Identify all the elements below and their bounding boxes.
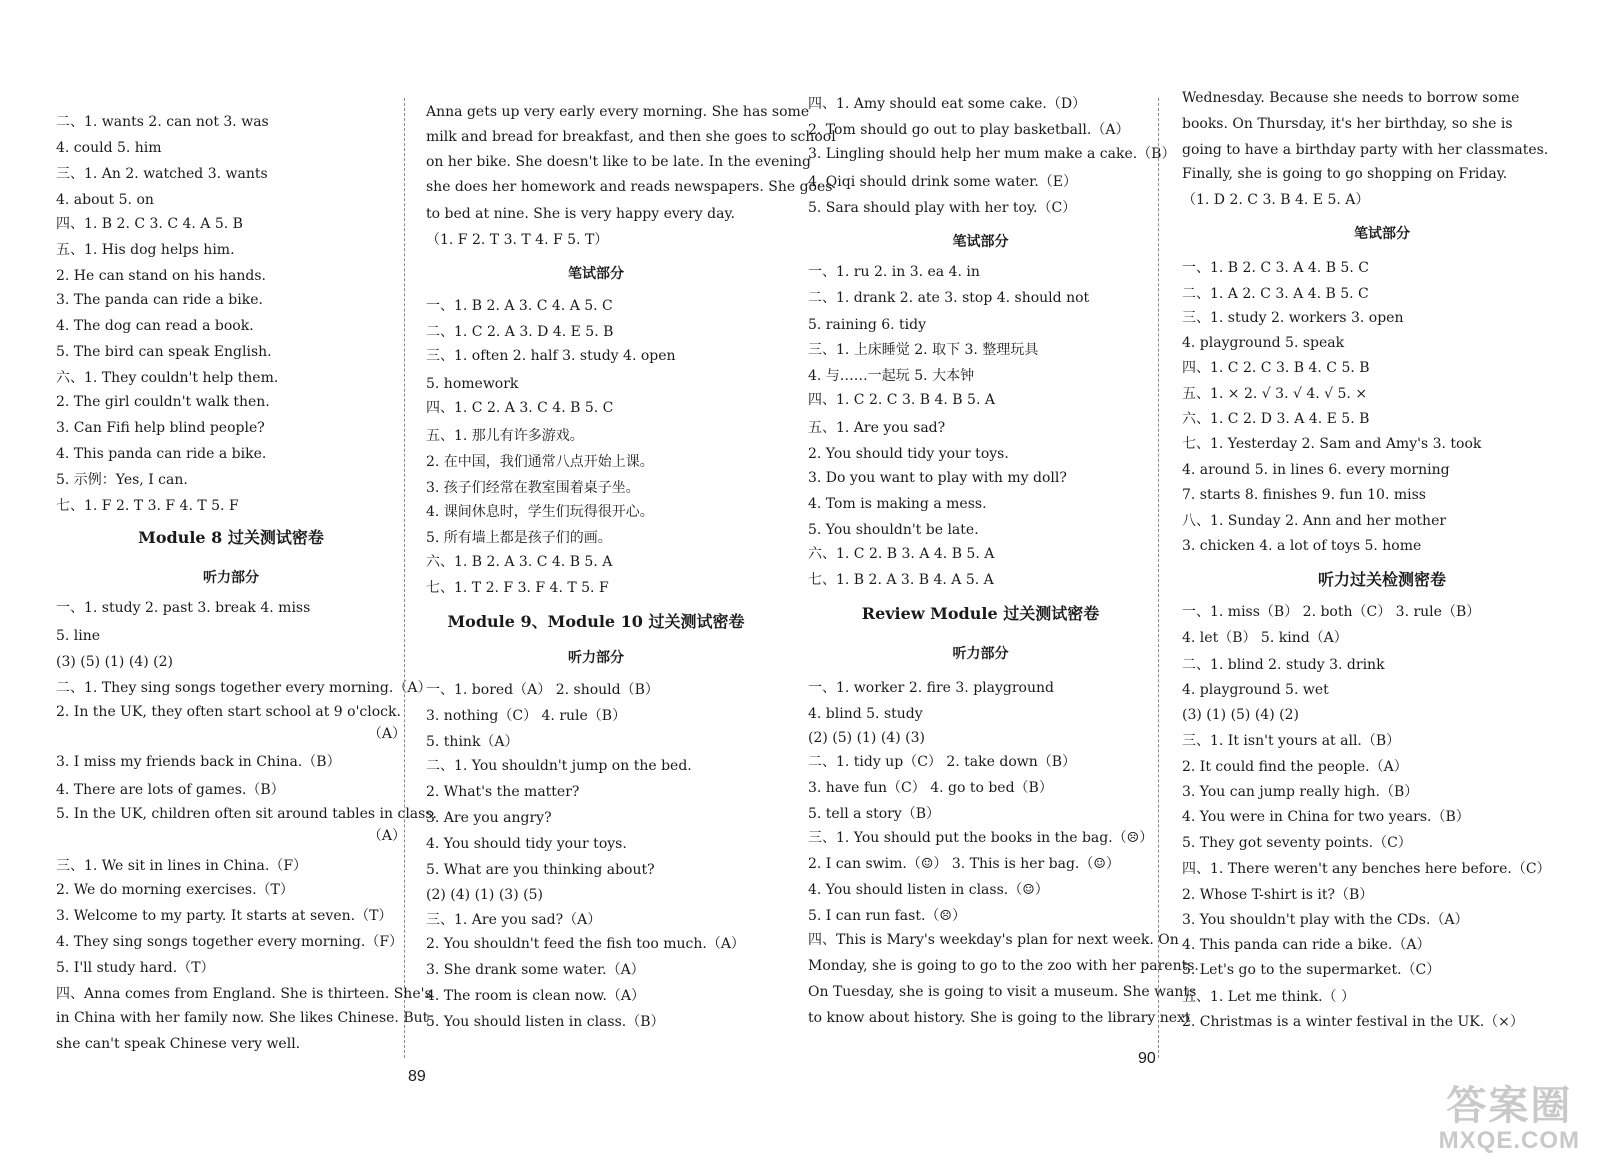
answer-line: 3. You shouldn't play with the CDs.（A）: [1182, 912, 1469, 928]
answer-line: 五、1. 那儿有许多游戏。: [426, 428, 584, 444]
answer-line: 3. Welcome to my party. It starts at seven.（T）: [56, 908, 393, 924]
answer-line: 4. They sing songs together every morning.（F）: [56, 934, 404, 950]
answer-line: 四、1. C 2. C 3. B 4. B 5. A: [808, 392, 995, 408]
answer-line: （1. F 2. T 3. T 4. F 5. T）: [426, 232, 609, 248]
page-number-right: 90: [1138, 1050, 1156, 1067]
answer-line: 二、1. They sing songs together every morning.（A）: [56, 680, 432, 696]
answer-line: 二、1. tidy up（C） 2. take down（B）: [808, 754, 1077, 770]
answer-line: 4. 课间休息时，学生们玩得很开心。: [426, 504, 654, 520]
watermark-url: MXQE.COM: [1438, 1127, 1580, 1154]
answer-line: 5. I can run fast.（☹）: [808, 908, 966, 924]
answer-line: 5. 示例：Yes, I can.: [56, 472, 188, 488]
answer-line: 2. Whose T-shirt is it?（B）: [1182, 887, 1374, 903]
answer-line: 七、1. T 2. F 3. F 4. T 5. F: [426, 580, 609, 596]
answer-line: 5. You should listen in class.（B）: [426, 1014, 665, 1030]
answer-line: 3. You can jump really high.（B）: [1182, 784, 1419, 800]
answer-line: 4. You should listen in class.（☺）: [808, 882, 1049, 898]
answer-line: 5. homework: [426, 376, 519, 392]
answer-line: 2. In the UK, they often start school at 9 o'clock.: [56, 704, 401, 720]
answer-line: to know about history. She is going to the library next: [808, 1010, 1191, 1026]
answer-line: 2. You shouldn't feed the fish too much.（A）: [426, 936, 745, 952]
answer-line: 5. They got seventy points.（C）: [1182, 835, 1412, 851]
section-title: Module 9、Module 10 过关测试密卷: [447, 612, 745, 631]
answer-line: she can't speak Chinese very well.: [56, 1036, 301, 1052]
answer-line: she does her homework and reads newspapers. She goes: [426, 179, 833, 195]
answer-line: 三、1. Are you sad?（A）: [426, 912, 602, 928]
answer-line: 二、1. drank 2. ate 3. stop 4. should not: [808, 290, 1090, 306]
page-number-left: 89: [408, 1068, 426, 1085]
answer-line: 四、1. C 2. A 3. C 4. B 5. C: [426, 400, 614, 416]
answer-line: 四、1. B 2. C 3. C 4. A 5. B: [56, 216, 243, 232]
answer-line: 2. You should tidy your toys.: [808, 446, 1009, 462]
answer-line: 三、1. You should put the books in the bag.（☹）: [808, 830, 1154, 846]
answer-line: 3. Lingling should help her mum make a cake.（B）: [808, 146, 1176, 162]
answer-line: 5. Sara should play with her toy.（C）: [808, 200, 1077, 216]
answer-line: 4. 与……一起玩 5. 大本钟: [808, 368, 975, 384]
answer-line: 2. We do morning exercises.（T）: [56, 882, 294, 898]
column-divider: [1158, 98, 1159, 1058]
answer-line: 5. Let's go to the supermarket.（C）: [1182, 962, 1441, 978]
answer-line: in China with her family now. She likes Chinese. But: [56, 1010, 429, 1026]
answer-line: （A）: [367, 726, 406, 742]
answer-line: 2. What's the matter?: [426, 784, 580, 800]
answer-line: 5. raining 6. tidy: [808, 317, 927, 333]
answer-line: 2. Tom should go out to play basketball.（A）: [808, 122, 1130, 138]
answer-line: 4. playground 5. wet: [1182, 682, 1329, 698]
answer-line: 5. You shouldn't be late.: [808, 522, 979, 538]
answer-line: 八、1. Sunday 2. Ann and her mother: [1182, 513, 1447, 529]
answer-line: 5. tell a story（B）: [808, 806, 941, 822]
answer-line: 2. I can swim.（☺） 3. This is her bag.（☺）: [808, 856, 1120, 872]
answer-line: 3. nothing（C） 4. rule（B）: [426, 708, 627, 724]
section-subtitle: 笔试部分: [1354, 226, 1410, 242]
answer-line: 三、1. 上床睡觉 2. 取下 3. 整理玩具: [808, 342, 1039, 358]
answer-line: 四、1. C 2. C 3. B 4. C 5. B: [1182, 360, 1370, 376]
section-subtitle: 听力部分: [952, 646, 1009, 662]
answer-line: 5. think（A）: [426, 734, 519, 750]
answer-line: 二、1. C 2. A 3. D 4. E 5. B: [426, 324, 614, 340]
column-2: [426, 0, 836, 1170]
answer-line: milk and bread for breakfast, and then she goes to school: [426, 129, 836, 145]
answer-line: 4. could 5. him: [56, 140, 162, 156]
answer-line: 3. The panda can ride a bike.: [56, 292, 263, 308]
answer-line: 2. It could find the people.（A）: [1182, 759, 1408, 775]
answer-line: 四、This is Mary's weekday's plan for next week. On: [808, 932, 1179, 948]
answer-line: 三、1. An 2. watched 3. wants: [56, 166, 268, 182]
answer-line: 4. This panda can ride a bike.（A）: [1182, 937, 1431, 953]
column-3: [808, 0, 1199, 1170]
answer-line: 七、1. B 2. A 3. B 4. A 5. A: [808, 572, 994, 588]
column-divider: [404, 98, 405, 1058]
answer-line: 3. She drank some water.（A）: [426, 962, 645, 978]
answer-line: 五、1. × 2. √ 3. √ 4. √ 5. ×: [1182, 386, 1368, 402]
answer-line: Wednesday. Because she needs to borrow some: [1182, 90, 1520, 106]
answer-line: (3) (5) (1) (4) (2): [56, 654, 173, 670]
answer-line: 一、1. study 2. past 3. break 4. miss: [56, 600, 311, 616]
section-subtitle: 听力部分: [203, 570, 259, 586]
answer-line: 六、1. They couldn't help them.: [56, 370, 279, 386]
answer-line: （1. D 2. C 3. B 4. E 5. A）: [1182, 192, 1370, 208]
answer-line: (3) (1) (5) (4) (2): [1182, 707, 1299, 723]
section-subtitle: 听力部分: [568, 650, 624, 666]
answer-line: books. On Thursday, it's her birthday, so she is: [1182, 116, 1513, 132]
watermark-title: 答案圈: [1446, 1084, 1573, 1128]
answer-line: 3. Are you angry?: [426, 810, 552, 826]
answer-line: 4. Tom is making a mess.: [808, 496, 987, 512]
answer-line: 4. There are lots of games.（B）: [56, 782, 285, 798]
section-subtitle: 笔试部分: [568, 266, 624, 282]
answer-line: 3. have fun（C） 4. go to bed（B）: [808, 780, 1053, 796]
answer-line: 2. Christmas is a winter festival in the UK.（×）: [1182, 1014, 1524, 1030]
answer-line: 2. 在中国，我们通常八点开始上课。: [426, 454, 654, 470]
answer-line: 5. line: [56, 628, 101, 644]
answer-line: 四、1. There weren't any benches here before.（C）: [1182, 861, 1551, 877]
section-title: 听力过关检测密卷: [1317, 570, 1446, 589]
answer-line: 三、1. study 2. workers 3. open: [1182, 310, 1404, 326]
answer-line: 五、1. Are you sad?: [808, 420, 946, 436]
answer-line: 5. In the UK, children often sit around tables in class.: [56, 806, 437, 822]
answer-line: 3. 孩子们经常在教室围着桌子坐。: [426, 480, 640, 496]
answer-line: 六、1. C 2. D 3. A 4. E 5. B: [1182, 411, 1370, 427]
answer-line: 4. about 5. on: [56, 192, 154, 208]
answer-line: 三、1. It isn't yours at all.（B）: [1182, 733, 1401, 749]
answer-line: 一、1. ru 2. in 3. ea 4. in: [808, 264, 980, 280]
answer-line: 3. Do you want to play with my doll?: [808, 470, 1067, 486]
answer-line: 5. I'll study hard.（T）: [56, 960, 215, 976]
answer-line: 4. around 5. in lines 6. every morning: [1182, 462, 1450, 478]
answer-line: 二、1. You shouldn't jump on the bed.: [426, 758, 692, 774]
answer-line: 2. The girl couldn't walk then.: [56, 394, 270, 410]
answer-line: (2) (5) (1) (4) (3): [808, 730, 925, 746]
answer-line: 3. chicken 4. a lot of toys 5. home: [1182, 538, 1422, 554]
section-title: Module 8 过关测试密卷: [138, 528, 324, 547]
answer-line: 一、1. B 2. C 3. A 4. B 5. C: [1182, 260, 1369, 276]
answer-line: 4. You should tidy your toys.: [426, 836, 627, 852]
answer-line: 4. playground 5. speak: [1182, 335, 1345, 351]
answer-line: 五、1. His dog helps him.: [56, 242, 235, 258]
answer-line: 一、1. miss（B） 2. both（C） 3. rule（B）: [1182, 604, 1481, 620]
answer-line: (2) (4) (1) (3) (5): [426, 887, 543, 903]
answer-line: 4. let（B） 5. kind（A）: [1182, 630, 1348, 646]
answer-line: 二、1. blind 2. study 3. drink: [1182, 657, 1385, 673]
answer-line: 4. The dog can read a book.: [56, 318, 254, 334]
answer-line: 2. He can stand on his hands.: [56, 268, 266, 284]
answer-line: 4. Qiqi should drink some water.（E）: [808, 174, 1077, 190]
answer-line: 五、1. Let me think.（ ）: [1182, 989, 1355, 1005]
column-4: [1182, 0, 1582, 1170]
answer-line: 六、1. B 2. A 3. C 4. B 5. A: [426, 554, 613, 570]
answer-line: 4. You were in China for two years.（B）: [1182, 809, 1470, 825]
answer-line: 5. What are you thinking about?: [426, 862, 655, 878]
answer-line: （A）: [367, 828, 406, 844]
section-title: Review Module 过关测试密卷: [861, 604, 1100, 623]
answer-line: 一、1. B 2. A 3. C 4. A 5. C: [426, 298, 613, 314]
answer-line: 六、1. C 2. B 3. A 4. B 5. A: [808, 546, 995, 562]
answer-line: 5. The bird can speak English.: [56, 344, 272, 360]
answer-line: going to have a birthday party with her classmates.: [1182, 142, 1549, 158]
watermark-logo: [1439, 1084, 1580, 1154]
answer-line: 5. 所有墙上都是孩子们的画。: [426, 530, 612, 546]
answer-line: 4. This panda can ride a bike.: [56, 446, 267, 462]
answer-line: 七、1. F 2. T 3. F 4. T 5. F: [56, 498, 239, 514]
answer-line: 3. Can Fifi help blind people?: [56, 420, 265, 436]
answer-line: 3. I miss my friends back in China.（B）: [56, 754, 341, 770]
answer-line: 二、1. wants 2. can not 3. was: [56, 114, 269, 130]
answer-line: Finally, she is going to go shopping on Friday.: [1182, 166, 1508, 182]
answer-line: 七、1. Yesterday 2. Sam and Amy's 3. took: [1182, 436, 1482, 452]
answer-line: 一、1. bored（A） 2. should（B）: [426, 682, 659, 698]
answer-line: 4. blind 5. study: [808, 706, 923, 722]
answer-line: 三、1. We sit in lines in China.（F）: [56, 858, 308, 874]
section-subtitle: 笔试部分: [952, 234, 1009, 250]
answer-line: 四、Anna comes from England. She is thirteen. She's: [56, 986, 432, 1002]
answer-line: 4. The room is clean now.（A）: [426, 988, 646, 1004]
answer-line: Anna gets up very early every morning. She has some: [426, 104, 810, 120]
answer-line: 三、1. often 2. half 3. study 4. open: [426, 348, 676, 364]
answer-line: On Tuesday, she is going to visit a museum. She wants: [808, 984, 1197, 1000]
answer-line: 二、1. A 2. C 3. A 4. B 5. C: [1182, 286, 1369, 302]
answer-line: Monday, she is going to go to the zoo with her parents.: [808, 958, 1199, 974]
answer-line: on her bike. She doesn't like to be late. In the evening: [426, 154, 811, 170]
answer-line: 四、1. Amy should eat some cake.（D）: [808, 96, 1087, 112]
answer-line: 一、1. worker 2. fire 3. playground: [808, 680, 1054, 696]
answer-line: 7. starts 8. finishes 9. fun 10. miss: [1182, 487, 1426, 503]
answer-line: to bed at nine. She is very happy every day.: [426, 206, 735, 222]
